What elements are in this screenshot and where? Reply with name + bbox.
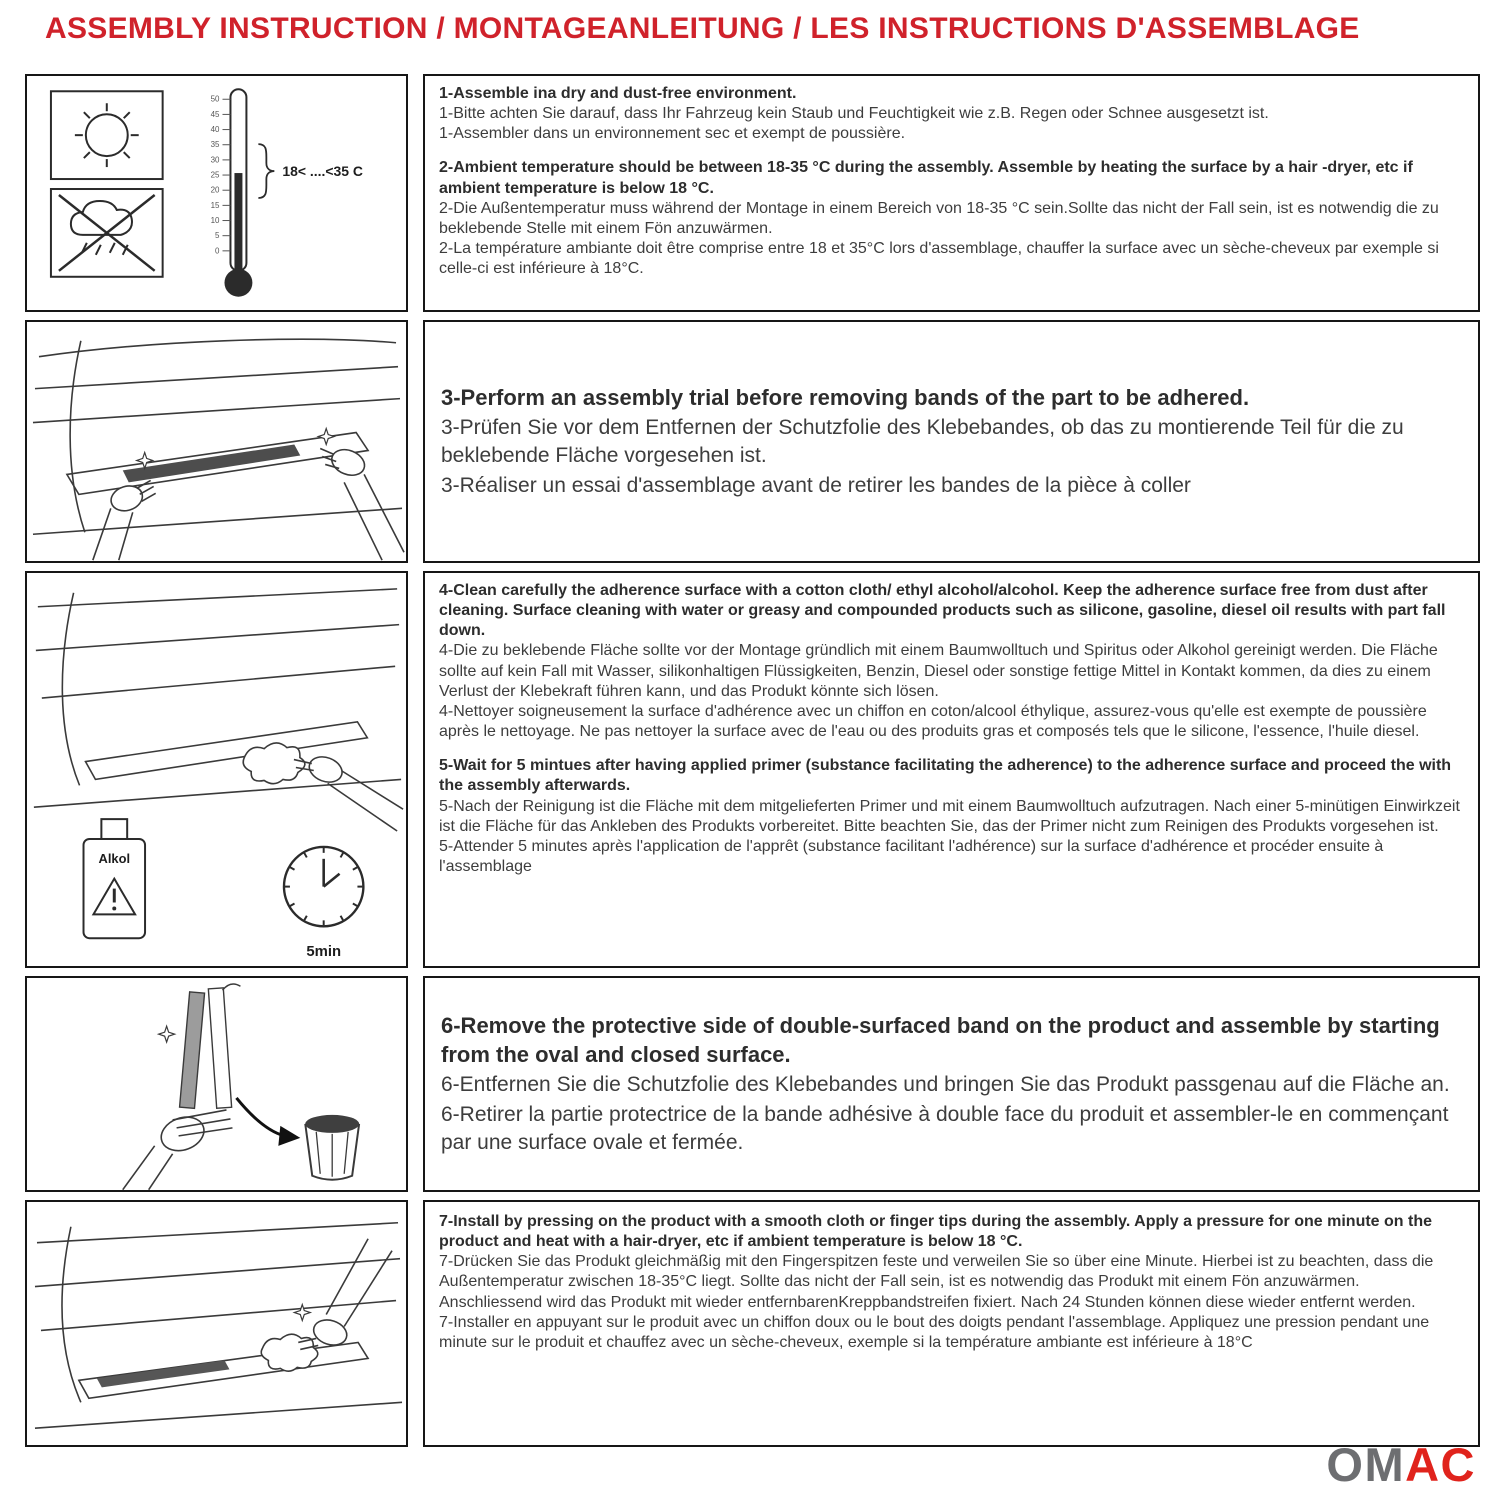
thermometer-ticks	[211, 95, 231, 256]
press-install-illustration	[27, 1202, 406, 1445]
figure-box-remove-band	[25, 976, 408, 1192]
step-5-en: 5-Wait for 5 mintues after having applied primer (substance facilitating the adherence) to the adherence surface and proceed the with the assembly afterwards.	[439, 757, 1452, 795]
sparkle-icon	[159, 1026, 175, 1042]
section-cleaning-primer	[25, 571, 1480, 968]
step-2-fr: 2-La température ambiante doit être comprise entre 18 et 35°C lors d'assemblage, chauffer la surface avec un sèche-cheveux par exemple si celle-ci est inférieure à 18°C.	[439, 240, 1439, 278]
text-box-press-install	[423, 1200, 1480, 1447]
text-box-remove-band	[423, 976, 1480, 1192]
trash-can-icon	[305, 1115, 359, 1180]
text-box-cleaning	[423, 571, 1480, 968]
step-7-fr: 7-Installer en appuyant sur le produit avec un chiffon doux ou le bout des doigts pendant l'assemblage. Appliquez une pression pendant une minute sur le produit et chauffez avec un sèche-cheveux, exemple si la température ambiante est inférieure à 18°C	[439, 1313, 1430, 1351]
figure-box-assembly-trial	[25, 320, 408, 563]
step-3-fr: 3-Réaliser un essai d'assemblage avant de retirer les bandes de la pièce à coller	[441, 474, 1191, 498]
step-4-en: 4-Clean carefully the adherence surface with a cotton cloth/ ethyl alcohol/alcohol. Keep the adherence surface free from dust after cleaning. Surface cleaning with water or greasy and compounded products such as silicone, gasoline, diesel oil results with part fall down.	[439, 582, 1446, 640]
logo-text-red: AC	[1405, 1438, 1476, 1491]
sparkle-icon	[294, 1305, 310, 1321]
figure-box-environment	[25, 74, 408, 312]
step-5-fr: 5-Attender 5 minutes après l'application de l'apprêt (substance facilitant l'adhérence) sur la surface d'adhérence et procéder ensuite à l'assemblage	[439, 837, 1384, 876]
installed-strip	[97, 1360, 230, 1387]
right-hand	[320, 445, 404, 560]
svg-text:45: 45	[210, 109, 220, 119]
cleaning-cloth	[243, 743, 305, 784]
peel-band-illustration	[27, 978, 406, 1190]
clock-icon	[284, 847, 363, 960]
sparkle-icon	[318, 429, 334, 445]
svg-text:40: 40	[210, 125, 220, 135]
figure-box-cleaning	[25, 571, 408, 968]
adhesive-strip	[123, 444, 301, 482]
sparkle-icon	[137, 452, 153, 468]
section-assembly-trial	[25, 320, 1480, 563]
logo-text-gray: OM	[1326, 1438, 1406, 1491]
step-1-en: 1-Assemble ina dry and dust-free environment.	[439, 85, 797, 102]
range-brace	[258, 144, 274, 198]
door-sill-sketch	[35, 1223, 402, 1428]
svg-text:20: 20	[210, 185, 220, 195]
step-1-fr: 1-Assembler dans un environnement sec et exempt de poussière.	[439, 125, 906, 143]
step-3-de: 3-Prüfen Sie vor dem Entfernen der Schutzfolie des Klebebandes, ob das zu montierende Teil für die zu beklebende Fläche vorgesehen ist.	[441, 416, 1404, 468]
svg-text:50: 50	[210, 94, 220, 104]
temperature-range-label: 18< ....<35 C	[282, 163, 364, 180]
svg-text:30: 30	[210, 155, 220, 165]
cleaning-illustration	[27, 573, 406, 966]
warning-triangle-icon	[93, 879, 135, 915]
arrow-icon	[236, 1098, 300, 1146]
protective-bands	[180, 984, 241, 1108]
step-2-de: 2-Die Außentemperatur muss während der Montage in einem Bereich von 18-35 °C sein.Sollte das nicht der Fall sein, ist es notwendig die zu beklebende Stelle mit einem Fön anzuwärmen.	[439, 199, 1439, 237]
holding-hand	[123, 1110, 233, 1190]
left-hand	[93, 480, 156, 560]
step-4-fr: 4-Nettoyer soigneusement la surface d'adhérence avec un chiffon en coton/alcool éthylique, assurez-vous qu'elle est exempte de poussière après le nettoyage. Ne pas nettoyer la surface avec de l'eau ou des produits gras et composés tels que le silicone, l'essence, l'huile diesel.	[439, 702, 1427, 741]
bottle-label: Alkol	[98, 850, 131, 866]
no-rain-icon	[59, 195, 155, 271]
assembly-trial-illustration	[27, 322, 406, 561]
step-7-de: 7-Drücken Sie das Produkt gleichmäßig mit den Fingerspitzen feste und verweilen Sie so über eine Minute. Hierbei ist zu beachten, dass die Außentemperatur zwischen 18-35°C liegt. Sollte das nicht der Fall sein, ist es notwendig das Produkt mit einem Fön anzuwärmen. Anschliessend wird das Produkt mit wieder entfernbarenKreppbandstreifen fixiert. Nach 24 Stunden können diese wieder entfernt werden.	[439, 1253, 1434, 1311]
step-6-fr: 6-Retirer la partie protectrice de la bande adhésive à double face du produit et assembler-le en commençant par une surface ovale et fermée.	[441, 1103, 1449, 1155]
omac-logo	[1326, 1437, 1476, 1492]
svg-text:35: 35	[210, 140, 220, 150]
hand-with-cloth	[243, 743, 403, 831]
environment-temperature-illustration	[27, 76, 406, 310]
step-4-de: 4-Die zu beklebende Fläche sollte vor der Montage gründlich mit einem Baumwolltuch und Spiritus oder Alkohol gereinigt werden. Die Fläche sollte auf kein Fall mit Wasser, silikonhaltigen Flüssigkeiten, Benzin, Diesel oder sonstige fettige Mittel in Kontakt kommen, da dies zu einem Verlust der Klebekraft führen kann, und das Produkt könnte sich lösen.	[439, 642, 1438, 700]
svg-text:25: 25	[210, 170, 220, 180]
step-7-en: 7-Install by pressing on the product with a smooth cloth or finger tips during the assembly. Apply a pressure for one minute on the product and heat with a hair-dryer, etc if ambient temperature is below 18 °C.	[439, 1213, 1432, 1251]
svg-text:15: 15	[210, 200, 220, 210]
step-6-en: 6-Remove the protective side of double-surfaced band on the product and assemble by starting from the oval and closed surface.	[441, 1012, 1440, 1068]
sun-icon	[75, 103, 139, 167]
section-environment	[25, 74, 1480, 312]
svg-text:0: 0	[215, 246, 220, 256]
section-remove-band	[25, 976, 1480, 1192]
instruction-rows	[25, 74, 1480, 1447]
pressing-hand	[261, 1239, 392, 1371]
step-6-de: 6-Entfernen Sie die Schutzfolie des Klebebandes und bringen Sie das Produkt passgenau auf die Fläche an.	[441, 1073, 1450, 1097]
door-sill-sketch	[33, 339, 402, 534]
svg-text:5: 5	[215, 231, 220, 241]
page-title: ASSEMBLY INSTRUCTION / MONTAGEANLEITUNG / LES INSTRUCTIONS D'ASSEMBLAGE	[45, 12, 1360, 45]
text-box-environment	[423, 74, 1480, 312]
section-press-install	[25, 1200, 1480, 1447]
clock-label: 5min	[306, 944, 342, 961]
step-3-en: 3-Perform an assembly trial before removing bands of the part to be adhered.	[441, 384, 1250, 410]
text-box-assembly-trial	[423, 320, 1480, 563]
svg-text:10: 10	[210, 216, 220, 226]
figure-box-press-install	[25, 1200, 408, 1447]
alcohol-bottle-icon	[84, 819, 146, 938]
step-5-de: 5-Nach der Reinigung ist die Fläche mit dem mitgelieferten Primer und mit einem Baumwolltuch aufzutragen. Nach einer 5-minütigen Einwirkzeit ist die Fläche für das Ankleben des Produkts vorbereitet. Bitte beachten Sie, das der Primer nicht zum Reinigen des Produkts vorgesehen ist.	[439, 797, 1460, 835]
thermometer-icon	[211, 89, 363, 296]
step-2-en: 2-Ambient temperature should be between 18-35 °C during the assembly. Assemble by heating the surface by a hair -dryer, etc if ambient temperature is below 18 °C.	[439, 159, 1413, 197]
step-1-de: 1-Bitte achten Sie darauf, dass Ihr Fahrzeug kein Staub und Feuchtigkeit wie z.B. Regen oder Schnee ausgesetzt ist.	[439, 105, 1269, 123]
